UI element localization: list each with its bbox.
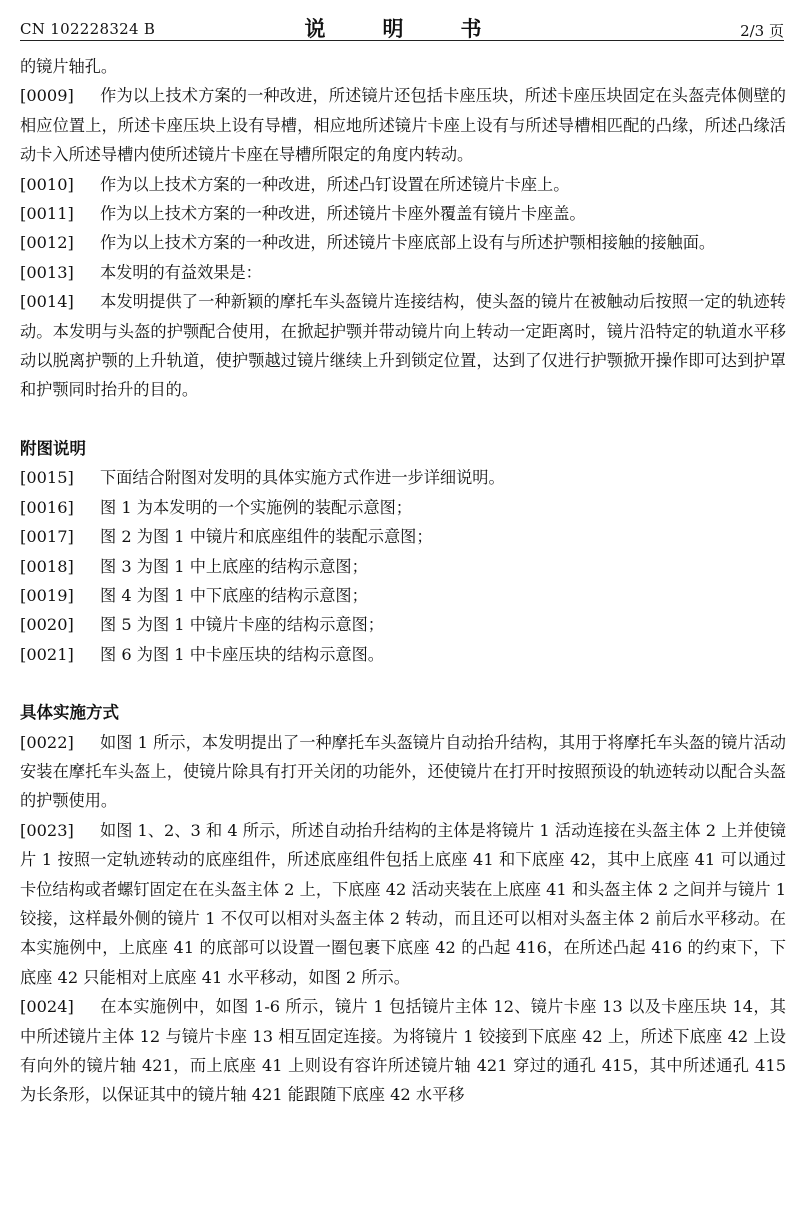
paragraph-text: 作为以上技术方案的一种改进，所述凸钉设置在所述镜片卡座上。	[100, 174, 570, 194]
paragraph-tag: [0010]	[20, 174, 74, 194]
paragraph-tag: [0018]	[20, 556, 74, 576]
paragraph-text: 图 5 为图 1 中镜片卡座的结构示意图；	[100, 615, 384, 635]
paragraph-tag: [0011]	[20, 204, 74, 224]
page-header	[20, 10, 784, 41]
continuation-text: 的镜片轴孔。	[20, 57, 118, 76]
paragraph-0014	[20, 287, 786, 405]
paragraph-tag: [0014]	[20, 292, 74, 312]
paragraph-text: 本发明的有益效果是：	[100, 262, 262, 282]
paragraph-text: 作为以上技术方案的一种改进，所述镜片卡座底部上设有与所述护颚相接触的接触面。	[100, 233, 716, 253]
patent-number: CN 102228324 B	[20, 20, 156, 38]
paragraph-0013	[20, 258, 786, 287]
paragraph-0019	[20, 581, 786, 610]
paragraph-text: 下面结合附图对发明的具体实施方式作进一步详细说明。	[100, 468, 505, 488]
paragraph-tag: [0023]	[20, 820, 74, 840]
paragraph-0020	[20, 610, 786, 639]
paragraph-0009	[20, 81, 786, 169]
paragraph-text: 图 3 为图 1 中上底座的结构示意图；	[100, 556, 368, 576]
paragraph-tag: [0021]	[20, 644, 74, 664]
paragraph-text: 作为以上技术方案的一种改进，所述镜片卡座外覆盖有镜片卡座盖。	[100, 204, 586, 224]
paragraph-0023	[20, 816, 786, 992]
paragraph-text: 图 1 为本发明的一个实施例的装配示意图；	[100, 497, 412, 517]
paragraph-text: 如图 1、2、3 和 4 所示，所述自动抬升结构的主体是将镜片 1 活动连接在头盔主体 2 上并使镜片 1 按照一定轨迹转动的底座组件，所述底座组件包括上底座 41 和下底座 42，其中上底座 41 可以通过卡位结构或者螺钉固定在在头盔主体 2 上，下底座 42 活动夹装在上底座 41 和头盔主体 2 之间并与镜片 1 铰接，这样最外侧的镜片 1 不仅可以相对头盔主体 2 转动，而且还可以相对头盔主体 2 前后水平移动。在本实施例中，上底座 41 的底部可以设置一圈包裹下底座 42 的凸起 416，在所述凸起 416 的约束下，下底座 42 只能相对上底座 41 水平移动，如图 2 所示。	[20, 820, 786, 987]
paragraph-text: 本发明提供了一种新颖的摩托车头盔镜片连接结构，使头盔的镜片在被触动后按照一定的轨迹转动。本发明与头盔的护颚配合使用，在掀起护颚并带动镜片向上转动一定距离时，镜片沿特定的轨道水平移动以脱离护颚的上升轨道，使护颚越过镜片继续上升到锁定位置，达到了仅进行护颚掀开操作即可达到护罩和护颚同时抬升的目的。	[20, 292, 786, 400]
paragraph-text: 如图 1 所示，本发明提出了一种摩托车头盔镜片自动抬升结构，其用于将摩托车头盔的镜片活动安装在摩托车头盔上，使镜片除具有打开关闭的功能外，还使镜片在打开时按照预设的轨迹转动以配合头盔的护颚使用。	[20, 732, 786, 811]
paragraph-text: 图 6 为图 1 中卡座压块的结构示意图。	[100, 644, 384, 664]
paragraph-text: 图 2 为图 1 中镜片和底座组件的装配示意图；	[100, 527, 433, 547]
paragraph-tag: [0024]	[20, 997, 74, 1017]
section-heading-figures: 附图说明	[20, 438, 86, 458]
paragraph-0022	[20, 728, 786, 816]
paragraph-tag: [0012]	[20, 233, 74, 253]
paragraph-tag: [0009]	[20, 86, 74, 106]
paragraph-0017	[20, 522, 786, 551]
section-heading-embodiments: 具体实施方式	[20, 703, 119, 723]
paragraph-0015	[20, 463, 786, 492]
paragraph-tag: [0015]	[20, 468, 74, 488]
paragraph-0011	[20, 199, 786, 228]
page-title: 说 明 书	[304, 17, 500, 41]
document-body	[20, 52, 786, 1110]
page-number: 2/3 页	[740, 22, 784, 40]
paragraph-tag: [0017]	[20, 527, 74, 547]
paragraph-0021	[20, 640, 786, 669]
paragraph-tag: [0020]	[20, 615, 74, 635]
paragraph-tag: [0022]	[20, 732, 74, 752]
paragraph-text: 作为以上技术方案的一种改进，所述镜片还包括卡座压块，所述卡座压块固定在头盔壳体侧壁的相应位置上，所述卡座压块上设有导槽，相应地所述镜片卡座上设有与所述导槽相匹配的凸缘，所述凸缘活动卡入所述导槽内使所述镜片卡座在导槽所限定的角度内转动。	[20, 86, 786, 165]
paragraph-text: 图 4 为图 1 中下底座的结构示意图；	[100, 585, 368, 605]
paragraph-0016	[20, 493, 786, 522]
paragraph-0012	[20, 228, 786, 257]
paragraph-0024	[20, 992, 786, 1110]
paragraph-tag: [0019]	[20, 585, 74, 605]
paragraph-tag: [0016]	[20, 497, 74, 517]
paragraph-text: 在本实施例中，如图 1-6 所示，镜片 1 包括镜片主体 12、镜片卡座 13 以及卡座压块 14，其中所述镜片主体 12 与镜片卡座 13 相互固定连接。为将镜片 1 铰接到下底座 42 上，所述下底座 42 上设有向外的镜片轴 421，而上底座 41 上则设有容许所述镜片轴 421 穿过的通孔 415，其中所述通孔 415 为长条形，以保证其中的镜片轴 421 能跟随下底座 42 水平移	[20, 997, 786, 1105]
paragraph-0018	[20, 552, 786, 581]
paragraph-tag: [0013]	[20, 262, 74, 282]
paragraph-0010	[20, 170, 786, 199]
